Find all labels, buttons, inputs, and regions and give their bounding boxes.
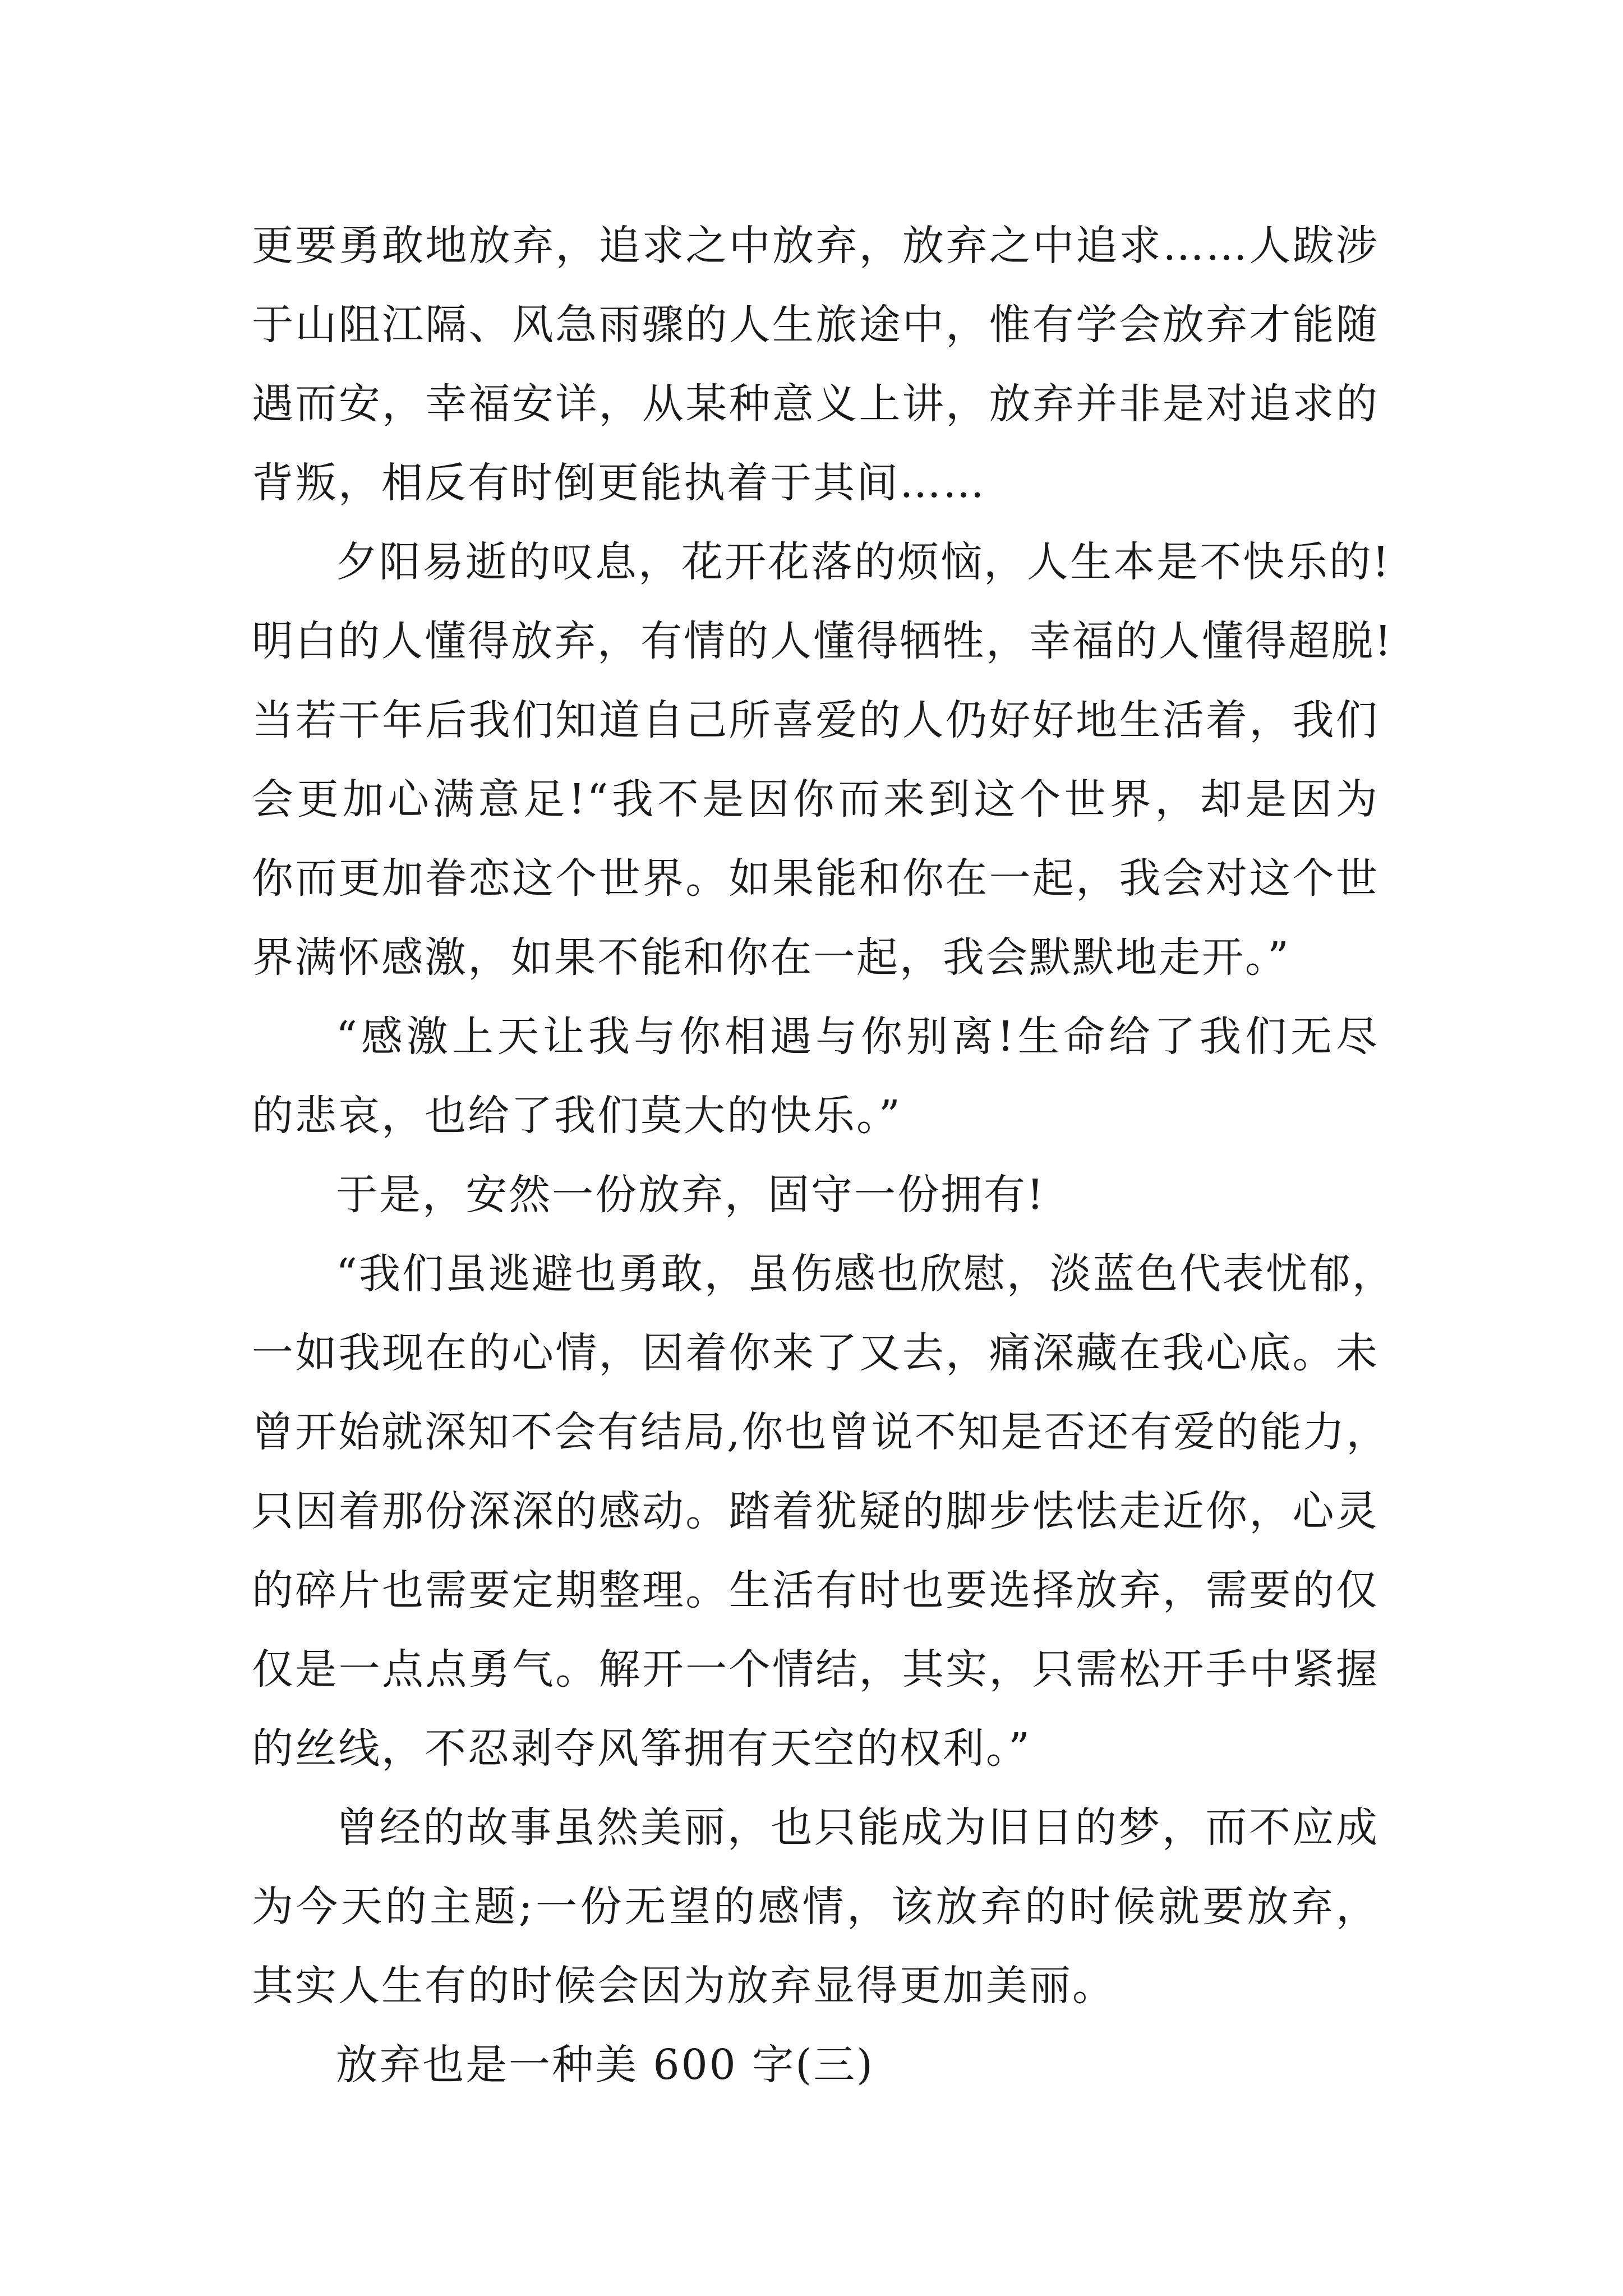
text-line: 的丝线，不忍剥夺风筝拥有天空的权利。” — [252, 1724, 1031, 1773]
text-line: 夕阳易逝的叹息，花开花落的烦恼，人生本是不快乐的! — [336, 538, 1391, 586]
text-line: 于是，安然一份放弃，固守一份拥有! — [336, 1171, 1045, 1219]
text-line: 为今天的主题;一份无望的感情，该放弃的时候就要放弃， — [252, 1883, 1379, 1931]
text-line: 当若干年后我们知道自己所喜爱的人仍好好地生活着，我们 — [252, 696, 1379, 744]
text-line: 的碎片也需要定期整理。生活有时也要选择放弃，需要的仅 — [252, 1566, 1379, 1614]
text-line: 会更加心满意足!“我不是因你而来到这个世界，却是因为 — [252, 775, 1379, 823]
text-line: 曾经的故事虽然美丽，也只能成为旧日的梦，而不应成 — [336, 1803, 1379, 1852]
document-body — [252, 206, 1395, 2105]
text-line: “我们虽逃避也勇敢，虽伤感也欣慰，淡蓝色代表忧郁， — [336, 1250, 1395, 1298]
paragraph — [252, 997, 1379, 1156]
paragraph — [252, 523, 1393, 997]
paragraph — [252, 206, 1379, 523]
text-line: 放弃也是一种美 600 字(三) — [336, 2041, 875, 2089]
text-line: “感激上天让我与你相遇与你别离!生命给了我们无尽 — [336, 1013, 1379, 1061]
text-line: 曾开始就深知不会有结局,你也曾说不知是否还有爱的能力， — [252, 1408, 1390, 1456]
text-line: 于山阻江隔、风急雨骤的人生旅途中，惟有学会放弃才能随 — [252, 301, 1379, 349]
text-line: 其实人生有的时候会因为放弃显得更加美丽。 — [252, 1962, 1115, 2010]
paragraph — [252, 2026, 1379, 2105]
paragraph — [252, 1788, 1379, 2026]
text-line: 你而更加眷恋这个世界。如果能和你在一起，我会对这个世 — [252, 854, 1379, 903]
paragraph — [252, 1156, 1379, 1235]
text-line: 背叛，相反有时倒更能执着于其间…… — [252, 459, 986, 507]
text-line: 仅是一点点勇气。解开一个情结，其实，只需松开手中紧握 — [252, 1645, 1379, 1694]
text-line: 的悲哀，也给了我们莫大的快乐。” — [252, 1092, 902, 1140]
text-line: 明白的人懂得放弃，有情的人懂得牺牲，幸福的人懂得超脱! — [252, 617, 1393, 665]
text-line: 遇而安，幸福安详，从某种意义上讲，放弃并非是对追求的 — [252, 380, 1379, 428]
text-line: 界满怀感激，如果不能和你在一起，我会默默地走开。” — [252, 933, 1290, 982]
paragraph — [252, 1235, 1395, 1788]
text-line: 一如我现在的心情，因着你来了又去，痛深藏在我心底。未 — [252, 1329, 1379, 1377]
text-line: 只因着那份深深的感动。踏着犹疑的脚步怯怯走近你，心灵 — [252, 1487, 1379, 1535]
text-line: 更要勇敢地放弃，追求之中放弃，放弃之中追求……人跋涉 — [252, 222, 1379, 270]
